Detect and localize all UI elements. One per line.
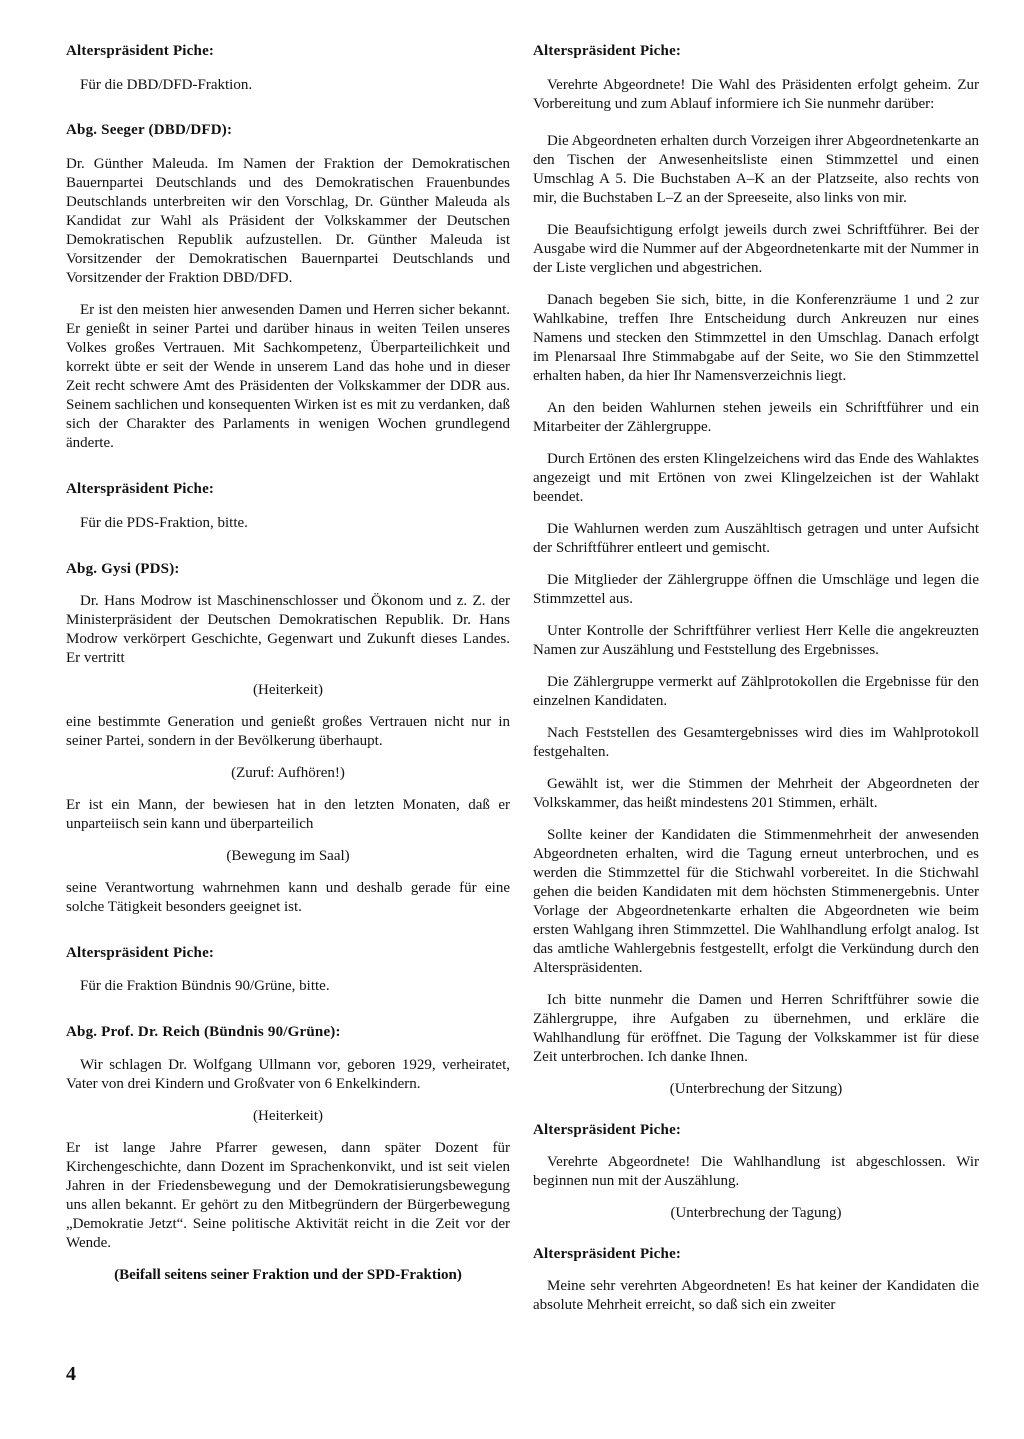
paragraph: Er ist den meisten hier anwesenden Damen und Herren sicher bekannt. Er genießt in seiner Partei und darüber hinaus in weiten Teilen unseres Volkes großes Vertrauen. Mit Sachkompetenz, Überparteilichkeit und korrekt übte er seit der Wende in unserem Land das hohe und in dieser Zeit recht schwere Amt des Präsidenten der Volkskammer der DDR aus. Seinem sachlichen und konsequenten Wirken ist es mit zu verdanken, daß sich der Charakter des Parlaments in wenigen Wochen grundlegend änderte. [66, 302, 510, 451]
interjection: (Bewegung im Saal) [226, 848, 350, 864]
paragraph: An den beiden Wahlurnen stehen jeweils ein Schriftführer und ein Mitarbeiter der Zählergruppe. [533, 400, 979, 435]
right-column [533, 42, 979, 1315]
paragraph: Die Zählergruppe vermerkt auf Zählprotokollen die Ergebnisse für den einzelnen Kandidaten. [533, 674, 979, 709]
paragraph: Sollte keiner der Kandidaten die Stimmenmehrheit der anwesenden Abgeordneten erhalten, wird die Tagung erneut unterbrochen, und es werden die Stimmzettel für die Stichwahl vorbereitet. In die Stichwahl gehen die beiden Kandidaten mit dem höchsten Stimmenergebnis. Unter Vorlage der Abgeordnetenkarte erhalten die Abgeordneten wie beim ersten Wahlgang ihren Stimmzettel. Die Wahlhandlung erfolgt analog. Ist das amtliche Wahlergebnis festgestellt, erfolgt die Verkündung durch den Alterspräsidenten. [533, 827, 979, 976]
interjection: (Heiterkeit) [253, 1108, 323, 1124]
paragraph: Dr. Hans Modrow ist Maschinenschlosser und Ökonom und z. Z. der Ministerpräsident der Deutschen Demokratischen Republik. Dr. Hans Modrow verkörpert Geschichte, Gegenwart und Zukunft dieses Landes. Er vertritt [66, 593, 510, 666]
paragraph: Unter Kontrolle der Schriftführer verliest Herr Kelle die angekreuzten Namen zur Auszählung und Feststellung des Ergebnisses. [533, 623, 979, 658]
speaker-heading: Abg. Seeger (DBD/DFD): [66, 122, 233, 138]
paragraph: Die Wahlurnen werden zum Auszähltisch getragen und unter Aufsicht der Schriftführer entleert und gemischt. [533, 521, 979, 556]
paragraph: Für die PDS-Fraktion, bitte. [80, 515, 248, 531]
paragraph: Für die DBD/DFD-Fraktion. [80, 77, 253, 93]
interjection: (Unterbrechung der Tagung) [670, 1205, 842, 1221]
interjection: (Heiterkeit) [253, 682, 323, 698]
speaker-heading: Alterspräsident Piche: [533, 1246, 682, 1262]
page-number: 4 [66, 1363, 76, 1385]
paragraph: eine bestimmte Generation und genießt großes Vertrauen nicht nur in seiner Partei, sondern in der Bevölkerung überhaupt. [66, 714, 510, 749]
paragraph: Verehrte Abgeordnete! Die Wahl des Präsidenten erfolgt geheim. Zur Vorbereitung und zum Ablauf informiere ich Sie nunmehr darüber: [533, 77, 979, 112]
paragraph: Er ist lange Jahre Pfarrer gewesen, dann später Dozent für Kirchengeschichte, dann Dozent im Sprachenkonvikt, und ist seit vielen Jahren in der Friedensbewegung und der Demokratisierungsbewegung uns allen bekannt. Er gehört zu den Mitbegründern der Bürgerbewegung „Demokratie Jetzt“. Seine politische Aktivität reicht in die Zeit vor der Wende. [66, 1140, 510, 1251]
paragraph: Verehrte Abgeordnete! Die Wahlhandlung ist abgeschlossen. Wir beginnen nun mit der Auszählung. [533, 1154, 979, 1189]
paragraph: Er ist ein Mann, der bewiesen hat in den letzten Monaten, daß er unparteiisch sein kann und überparteilich [66, 797, 510, 832]
speaker-heading: Alterspräsident Piche: [66, 43, 215, 59]
paragraph: Nach Feststellen des Gesamtergebnisses wird dies im Wahlprotokoll festgehalten. [533, 725, 979, 760]
speaker-heading: Alterspräsident Piche: [533, 1122, 682, 1138]
speaker-heading: Alterspräsident Piche: [66, 481, 215, 497]
paragraph: Durch Ertönen des ersten Klingelzeichens wird das Ende des Wahlaktes angezeigt und mit Ertönen von zwei Klingelzeichen ist der Wahlakt beendet. [533, 451, 979, 505]
speaker-heading: Alterspräsident Piche: [66, 945, 215, 961]
paragraph: Die Mitglieder der Zählergruppe öffnen die Umschläge und legen die Stimmzettel aus. [533, 572, 979, 607]
paragraph: Danach begeben Sie sich, bitte, in die Konferenzräume 1 und 2 zur Wahlkabine, treffen Ihre Entscheidung durch Ankreuzen nur eines Namens und stecken den Stimmzettel in den Umschlag. Danach erfolgt im Plenarsaal Ihre Stimmabgabe auf der Seite, wo Sie den Stimmzettel erhalten haben, da hier Ihr Namensverzeichnis liegt. [533, 292, 979, 384]
interjection-applause: (Beifall seitens seiner Fraktion und der SPD-Fraktion) [114, 1267, 462, 1283]
left-column [66, 42, 510, 1298]
paragraph: Die Abgeordneten erhalten durch Vorzeigen ihrer Abgeordnetenkarte an den Tischen der Anwesenheitsliste einen Stimmzettel und einen Umschlag A 5. Die Buchstaben A–K an der Platzseite, also rechts von mir, die Buchstaben L–Z an der Spreeseite, also links von mir. [533, 133, 979, 206]
paragraph: Dr. Günther Maleuda. Im Namen der Fraktion der Demokratischen Bauernpartei Deutschlands und des Demokratischen Frauenbundes Deutschlands unterbreiten wir den Vorschlag, Dr. Günther Maleuda als Kandidat zur Wahl als Präsident der Volkskammer der Deutschen Demokratischen Republik aufzustellen. Dr. Günther Maleuda ist Vorsitzender der Demokratischen Bauernpartei Deutschlands und Vorsitzender der Fraktion DBD/DFD. [66, 156, 510, 286]
speaker-heading: Abg. Prof. Dr. Reich (Bündnis 90/Grüne): [66, 1024, 341, 1040]
paragraph: Wir schlagen Dr. Wolfgang Ullmann vor, geboren 1929, verheiratet, Vater von drei Kindern und Großvater von 6 Enkelkindern. [66, 1057, 510, 1092]
paragraph: Die Beaufsichtigung erfolgt jeweils durch zwei Schriftführer. Bei der Ausgabe wird die Nummer auf der Abgeordnetenkarte mit der Nummer in der Liste verglichen und abgestrichen. [533, 222, 979, 276]
interjection: (Unterbrechung der Sitzung) [669, 1081, 843, 1097]
interjection: (Zuruf: Aufhören!) [231, 765, 345, 781]
paragraph: seine Verantwortung wahrnehmen kann und deshalb gerade für eine solche Tätigkeit besonders geeignet ist. [66, 880, 510, 915]
paragraph: Meine sehr verehrten Abgeordneten! Es hat keiner der Kandidaten die absolute Mehrheit erreicht, so daß sich ein zweiter [533, 1278, 979, 1313]
paragraph: Gewählt ist, wer die Stimmen der Mehrheit der Abgeordneten der Volkskammer, das heißt mindestens 201 Stimmen, erhält. [533, 776, 979, 811]
speaker-heading: Alterspräsident Piche: [533, 43, 682, 59]
paragraph: Für die Fraktion Bündnis 90/Grüne, bitte. [80, 978, 330, 994]
paragraph: Ich bitte nunmehr die Damen und Herren Schriftführer sowie die Zählergruppe, ihre Aufgaben zu übernehmen, und erkläre die Wahlhandlung für eröffnet. Die Tagung der Volkskammer ist für diese Zeit unterbrochen. Ich danke Ihnen. [533, 992, 979, 1065]
speaker-heading: Abg. Gysi (PDS): [66, 561, 180, 577]
